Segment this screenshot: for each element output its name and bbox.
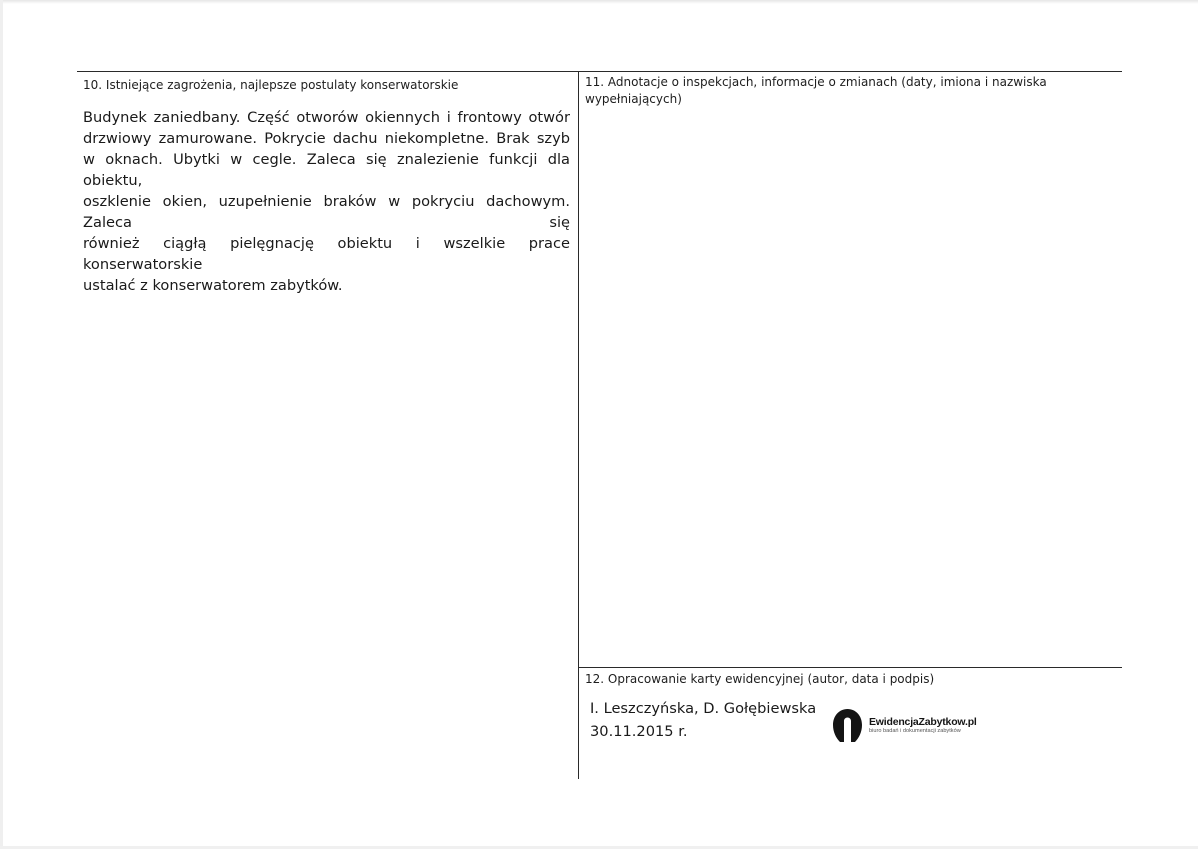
body-line: Budynek zaniedbany. Część otworów okiennych i frontowy otwór [83,109,570,126]
section12-rule [578,667,1122,668]
body-line: oszklenie okien, uzupełnienie braków w pokryciu dachowym. Zaleca się [83,193,570,231]
column-silhouette-icon [832,708,863,743]
section11-label-line: wypełniających) [585,92,682,106]
section10-label: 10. Istniejące zagrożenia, najlepsze postulaty konserwatorskie [83,78,459,92]
logo-name: EwidencjaZabytkow.pl [869,716,977,728]
body-line: w oknach. Ubytki w cegle. Zaleca się znalezienie funkcji dla obiektu, [83,151,570,189]
section11-label-line: 11. Adnotacje o inspekcjach, informacje o zmianach (daty, imiona i nazwiska [585,75,1047,89]
section10-body [83,107,570,296]
logo-text [869,716,977,735]
column-divider [578,71,579,779]
scan-edge-top [0,0,1198,4]
body-line: drzwiowy zamurowane. Pokrycie dachu niekompletne. Brak szyb [83,130,570,147]
scan-edge-left [0,0,3,849]
author-block [590,698,830,742]
company-logo [832,708,977,743]
body-line: ustalać z konserwatorem zabytków. [83,277,343,294]
top-rule [77,71,1122,72]
authors-names: I. Leszczyńska, D. Gołębiewska [590,700,817,717]
section11-label [585,74,1115,108]
card-date: 30.11.2015 r. [590,723,688,740]
section12-label: 12. Opracowanie karty ewidencyjnej (autor, data i podpis) [585,672,935,686]
body-line: również ciągłą pielęgnację obiektu i wszelkie prace konserwatorskie [83,235,570,273]
logo-tagline: biuro badań i dokumentacji zabytków [869,728,961,734]
